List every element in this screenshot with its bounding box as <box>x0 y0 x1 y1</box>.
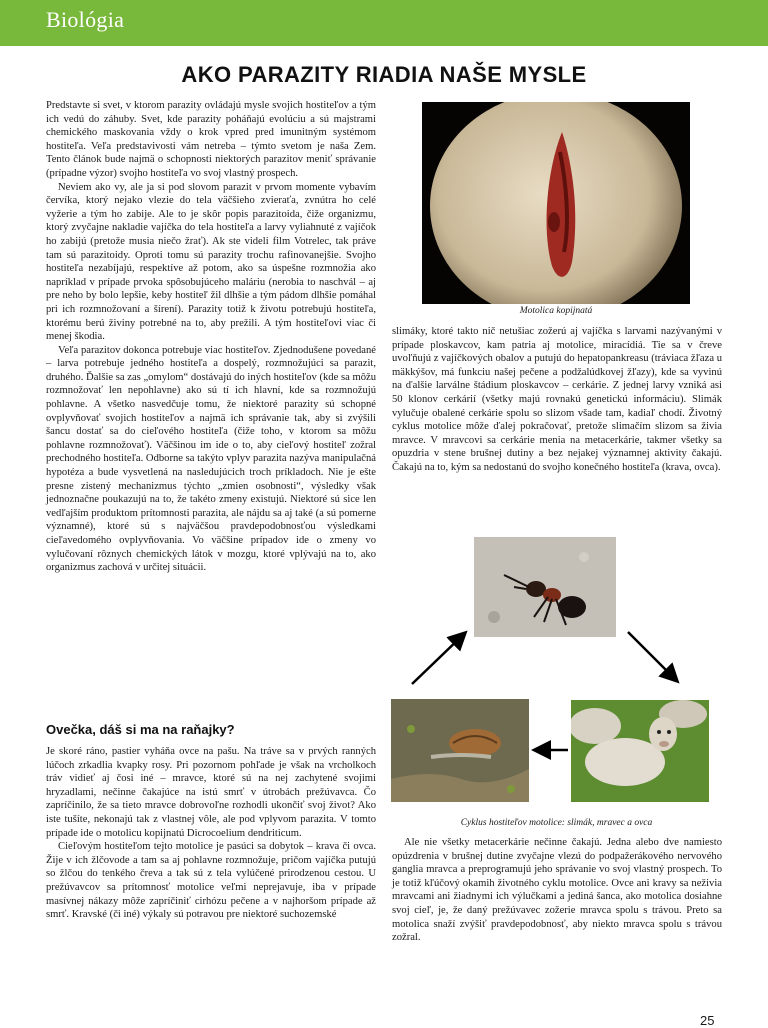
section-label: Biológia <box>46 7 125 32</box>
paragraph: Veľa parazitov dokonca potrebuje viac hostiteľov. Zjednodušene povedané – larva potrebuje jedného hostiteľa a dospelý, rozmnožujúci sa parazit, druhého. Ďalšie sa zas „omylom“ dostávajú do iných hostiteľov (kde sa môžu rozmnožovať len nepohlavne) ako sú tí ich hlavní, kde sa rozmnožujú pohlavne. A všetko nasvedčuje tomu, že niektoré parazity sú schopné ovplyvňovať svojich hostiteľov a najmä ich správanie tak, aby si zvýšili šancu dostať sa do cieľového hostiteľa (čiže toho, v ktorom sa môžu pohlavne rozmnožovať). Väčšinou im ide o to, aby cieľový hostiteľ zožral prechodného hostiteľa. Odborne sa takýto vplyv parazita nazýva manipulačná hypotéza a bude vysvetlená na nasledujúcich troch príkladoch. Nie je ešte presne zistený mechanizmus týchto „zmien osobnosti“, výsledky však jednoznačne poukazujú na to, že takéto zmeny existujú. Niektoré sú sice len vedľajším produktom prítomnosti parazita, ale nájdu sa aj také (a sú pomerne významné), ktoré sú s najväčšou pravdepodobnosťou výsledkami cieľavedomého ovplyvňovania. Vo väčšine prípadov ide o zmeny vo vylučovaní rôznych chemických látok v mozgu, ktoré vplývajú na to, ako organizmus zachová v určitej situácii. <box>46 344 376 574</box>
snail-image <box>391 699 529 802</box>
sheep-photo <box>571 700 709 802</box>
paragraph: slimáky, ktoré takto nič netušiac zožerú aj vajíčka s larvami nazývanými v prípade ploskavcov, kam patria aj motolice, miracídiá. Tie sa v čreve uvoľňujú z vajíčkových obalov a putujú do hepatopankreasu (tráviaca žľaza u mäkkýšov, má funkciu našej pečene a podžalúdkovej žľazy), kde sa vyvinú na ďalšie larválne štádium ploskavcov – cerkárie. Z jednej larvy vzniká asi 50 klonov cerkárií (všetky majú rovnakú genetickú informáciu). Slimák vylučuje obalené cerkárie spolu so slizom všade tam, kadiaľ chodí. Životný cyklus motolice môže ďalej pokračovať, pretože slimačím slizom sa živia mravce. V mravcovi sa cerkárie menia na metacerkárie, takmer všetky sa opuzdria v stene brušnej dutiny a bez nejakej významnej aktivity čakajú. Čakajú na to, kým sa nedostanú do svojho konečného hostiteľa (krava, ovca). <box>392 326 722 473</box>
fluke-image <box>422 102 690 304</box>
subheading: Ovečka, dáš si ma na raňajky? <box>46 722 235 737</box>
paragraph: Neviem ako vy, ale ja si pod slovom parazit v prvom momente vybavím červíka, ktorý nejako vlezie do tela väčšieho zvieraťa, zvnútra ho celé vyžerie a tým ho zabije. Ale to je skôr popis parazitoida, čiže organizmu, ktorý zvyčajne nakladie vajíčka do tela hostiteľa a larvy vyliahnuté z vajíčok ho zabijú (pretože musia niečo žrať). Ak ste videli film Votrelec, tak práve tam sú parazitoidy. Oproti tomu sú parazity trochu rafinovanejšie. Svojho hostiteľa nezabíjajú, respektíve až potom, ako sa úspešne rozmnožia ako napríklad v prípade prvoka spôsobujúceho maláriu (nerobia to naschvál – aj pre neho by bolo lepšie, keby hostiteľ žil dlhšie a tým pádom dlhšie pomáhal pri ich rozmnožovaní a šírení). Parazity totiž k životu potrebujú hostiteľa, ktorému berú živiny potrebné na to, aby prežili. A tým hostiteľovi viac či menej škodia. <box>46 181 376 343</box>
caption-top: Motolica kopijnatá <box>519 306 593 316</box>
caption-cycle: Cyklus hostiteľov motolice: slimák, mravec a ovca <box>460 818 653 828</box>
paragraph: Ale nie všetky metacerkárie nečinne čakajú. Jedna alebo dve namiesto opúzdrenia v brušnej dutine zvyčajne vlezú do podpažerákového nervového ganglia mravca a preprogramujú jeho správanie vo svoj vlastný prospech. To je totiž kľúčový okamih životného cyklu motolice. Ovce ani kravy sa neživia mravcami ani žiadnymi ich výlučkami a jediná šanca, ako motolica dosiahne svoj cieľ, je, že daný prežúvavec zožerie mravca spolu s trávou. Preto sa motolica snaží zvýšiť pravdepodobnosť, aby niekto mravca spolu s trávou zožral. <box>392 837 722 944</box>
sheep-image <box>571 700 709 802</box>
article-title: AKO PARAZITY RIADIA NAŠE MYSLE <box>181 62 587 87</box>
arrow-ant-to-sheep <box>628 632 676 680</box>
page-number: 25 <box>700 1013 715 1028</box>
right-column <box>392 325 722 475</box>
paragraph: Cieľovým hostiteľom tejto motolice je pasúci sa dobytok – krava či ovca. Žije v ich žlčovode a tam sa aj pohlavne rozmnožuje, pričom vajíčka putujú so žlčou do tenkého čreva a tak sú z tela vylúčené prirodzenou cestou. U prežúvavcov sa prítomnosť motolice veľmi neprejavuje, iba v prípade masívnej nákazy môže zapríčiniť cirhózu pečene a v najhoršom prípade až smrť. Kravské (či iné) výkaly sú potravou pre niektoré suchozemské <box>46 841 376 921</box>
paragraph: Je skoré ráno, pastier vyháňa ovce na pašu. Na tráve sa v prvých ranných lúčoch zrkadlia kvapky rosy. Pri pozornom pohľade je však na vrcholkoch tráv vidieť aj čosi iné – mravce, ktoré sú na nej zachytené svojimi hryzadlami, nečinne čakajúce na istú smrť v útrobách prežúvavca. Čo zapríčinilo, že sa tieto mravce dobrovoľne rozhodli ukončiť svoj život? Ako iste tušíte, nekonajú tak z vlastnej vôle, ale pod vplyvom parazita. V tomto prípade ide o motolicu kopijnatú Dicrocoelium dendriticum. <box>46 746 376 839</box>
snail-photo <box>391 699 529 802</box>
left-column <box>46 99 376 575</box>
paragraph: Predstavte si svet, v ktorom parazity ovládajú mysle svojich hostiteľov a tým ich vedú do záhuby. Svet, kde parazity poháňajú evolúciu a sú majstrami chemického maskovania vždy o krok vpred pred imunitným systémom hostiteľa. Veľa predstavivosti vám netreba – týmto svetom je naša Zem. Tento článok bude najmä o schopnosti niektorých parazitov meniť správanie (prípadne výzor) svojho hostiteľa vo svoj vlastný prospech. <box>46 100 376 179</box>
right-column-2 <box>392 836 722 945</box>
arrow-snail-to-ant <box>412 634 464 684</box>
fluke-photo <box>422 102 690 304</box>
left-column-2 <box>46 745 376 922</box>
